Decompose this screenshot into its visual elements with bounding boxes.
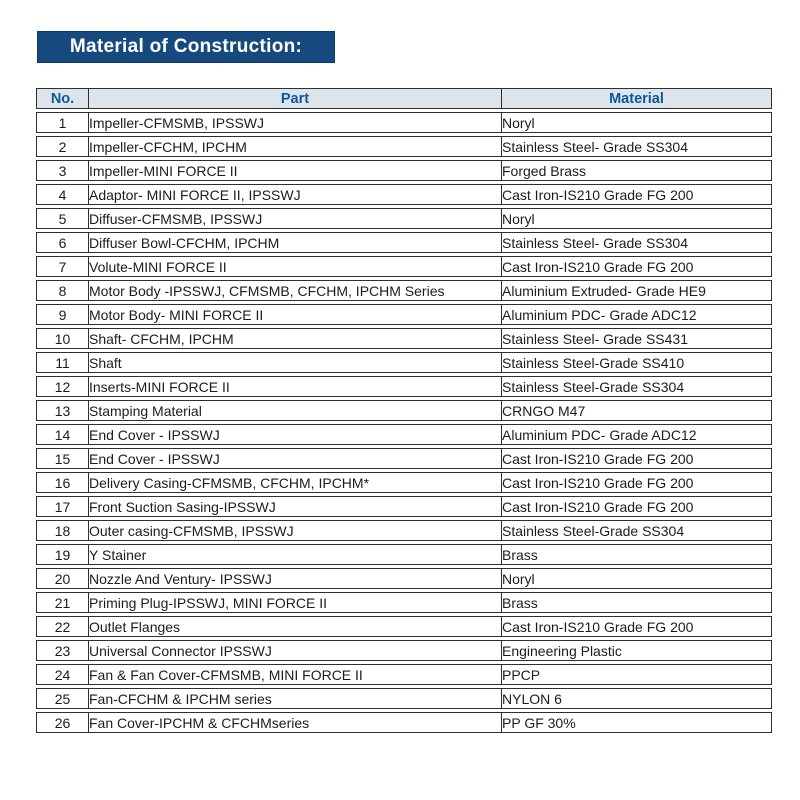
material-cell: NYLON 6 [502, 688, 772, 709]
row-number-cell: 8 [36, 280, 89, 301]
row-number-cell: 13 [36, 400, 89, 421]
row-number-cell: 18 [36, 520, 89, 541]
row-number-cell: 15 [36, 448, 89, 469]
material-cell: Noryl [502, 568, 772, 589]
part-cell: Stamping Material [89, 400, 502, 421]
table-row [36, 592, 772, 613]
material-cell: Brass [502, 544, 772, 565]
part-cell: Fan & Fan Cover-CFMSMB, MINI FORCE II [89, 664, 502, 685]
row-number-cell: 20 [36, 568, 89, 589]
material-cell: Cast Iron-IS210 Grade FG 200 [502, 472, 772, 493]
part-cell: Front Suction Sasing-IPSSWJ [89, 496, 502, 517]
table-row [36, 280, 772, 301]
material-of-construction-table [36, 85, 772, 736]
table-row [36, 496, 772, 517]
part-cell: Impeller-MINI FORCE II [89, 160, 502, 181]
material-cell: Stainless Steel- Grade SS431 [502, 328, 772, 349]
row-number-cell: 16 [36, 472, 89, 493]
page-title: Material of Construction: [69, 36, 303, 57]
row-number-cell: 22 [36, 616, 89, 637]
material-cell: Noryl [502, 208, 772, 229]
part-cell: Nozzle And Ventury- IPSSWJ [89, 568, 502, 589]
part-cell: End Cover - IPSSWJ [89, 448, 502, 469]
row-number-cell: 2 [36, 136, 89, 157]
part-cell: Motor Body -IPSSWJ, CFMSMB, CFCHM, IPCHM Series [89, 280, 502, 301]
row-number-cell: 24 [36, 664, 89, 685]
table-row [36, 712, 772, 733]
material-cell: Noryl [502, 112, 772, 133]
table-row [36, 136, 772, 157]
part-cell: Universal Connector IPSSWJ [89, 640, 502, 661]
part-cell: Fan-CFCHM & IPCHM series [89, 688, 502, 709]
material-cell: Cast Iron-IS210 Grade FG 200 [502, 184, 772, 205]
table-row [36, 472, 772, 493]
part-cell: Outer casing-CFMSMB, IPSSWJ [89, 520, 502, 541]
column-header-no: No. [36, 88, 89, 109]
part-cell: End Cover - IPSSWJ [89, 424, 502, 445]
table-row [36, 568, 772, 589]
table-row [36, 544, 772, 565]
row-number-cell: 9 [36, 304, 89, 325]
material-cell: Cast Iron-IS210 Grade FG 200 [502, 256, 772, 277]
material-cell: Aluminium PDC- Grade ADC12 [502, 424, 772, 445]
column-header-material: Material [502, 88, 772, 109]
part-cell: Volute-MINI FORCE II [89, 256, 502, 277]
table-row [36, 448, 772, 469]
row-number-cell: 11 [36, 352, 89, 373]
material-cell: Stainless Steel-Grade SS410 [502, 352, 772, 373]
row-number-cell: 14 [36, 424, 89, 445]
row-number-cell: 12 [36, 376, 89, 397]
material-cell: Stainless Steel- Grade SS304 [502, 232, 772, 253]
table-row [36, 424, 772, 445]
material-cell: Stainless Steel-Grade SS304 [502, 376, 772, 397]
table-row [36, 232, 772, 253]
part-cell: Shaft [89, 352, 502, 373]
row-number-cell: 10 [36, 328, 89, 349]
part-cell: Priming Plug-IPSSWJ, MINI FORCE II [89, 592, 502, 613]
material-cell: PPCP [502, 664, 772, 685]
part-cell: Inserts-MINI FORCE II [89, 376, 502, 397]
row-number-cell: 23 [36, 640, 89, 661]
part-cell: Adaptor- MINI FORCE II, IPSSWJ [89, 184, 502, 205]
material-cell: PP GF 30% [502, 712, 772, 733]
part-cell: Diffuser Bowl-CFCHM, IPCHM [89, 232, 502, 253]
part-cell: Motor Body- MINI FORCE II [89, 304, 502, 325]
table-row [36, 520, 772, 541]
column-header-part: Part [89, 88, 502, 109]
material-cell: Stainless Steel-Grade SS304 [502, 520, 772, 541]
part-cell: Fan Cover-IPCHM & CFCHMseries [89, 712, 502, 733]
row-number-cell: 7 [36, 256, 89, 277]
table-row [36, 256, 772, 277]
material-cell: Forged Brass [502, 160, 772, 181]
table-row [36, 112, 772, 133]
page-title-banner [37, 31, 335, 63]
table-row [36, 400, 772, 421]
row-number-cell: 6 [36, 232, 89, 253]
table-row [36, 352, 772, 373]
part-cell: Shaft- CFCHM, IPCHM [89, 328, 502, 349]
material-cell: Cast Iron-IS210 Grade FG 200 [502, 448, 772, 469]
material-cell: Aluminium PDC- Grade ADC12 [502, 304, 772, 325]
row-number-cell: 4 [36, 184, 89, 205]
material-cell: CRNGO M47 [502, 400, 772, 421]
row-number-cell: 26 [36, 712, 89, 733]
table-row [36, 328, 772, 349]
table-header-row [36, 88, 772, 109]
row-number-cell: 5 [36, 208, 89, 229]
table-row [36, 184, 772, 205]
part-cell: Impeller-CFMSMB, IPSSWJ [89, 112, 502, 133]
material-cell: Aluminium Extruded- Grade HE9 [502, 280, 772, 301]
table-row [36, 376, 772, 397]
row-number-cell: 1 [36, 112, 89, 133]
material-cell: Cast Iron-IS210 Grade FG 200 [502, 616, 772, 637]
row-number-cell: 25 [36, 688, 89, 709]
row-number-cell: 17 [36, 496, 89, 517]
table-row [36, 208, 772, 229]
material-cell: Brass [502, 592, 772, 613]
part-cell: Delivery Casing-CFMSMB, CFCHM, IPCHM* [89, 472, 502, 493]
row-number-cell: 21 [36, 592, 89, 613]
part-cell: Diffuser-CFMSMB, IPSSWJ [89, 208, 502, 229]
part-cell: Y Stainer [89, 544, 502, 565]
table-row [36, 688, 772, 709]
table-row [36, 616, 772, 637]
row-number-cell: 3 [36, 160, 89, 181]
table-row [36, 304, 772, 325]
part-cell: Outlet Flanges [89, 616, 502, 637]
table-row [36, 160, 772, 181]
material-cell: Cast Iron-IS210 Grade FG 200 [502, 496, 772, 517]
table-row [36, 664, 772, 685]
table-row [36, 640, 772, 661]
part-cell: Impeller-CFCHM, IPCHM [89, 136, 502, 157]
material-cell: Stainless Steel- Grade SS304 [502, 136, 772, 157]
material-cell: Engineering Plastic [502, 640, 772, 661]
row-number-cell: 19 [36, 544, 89, 565]
